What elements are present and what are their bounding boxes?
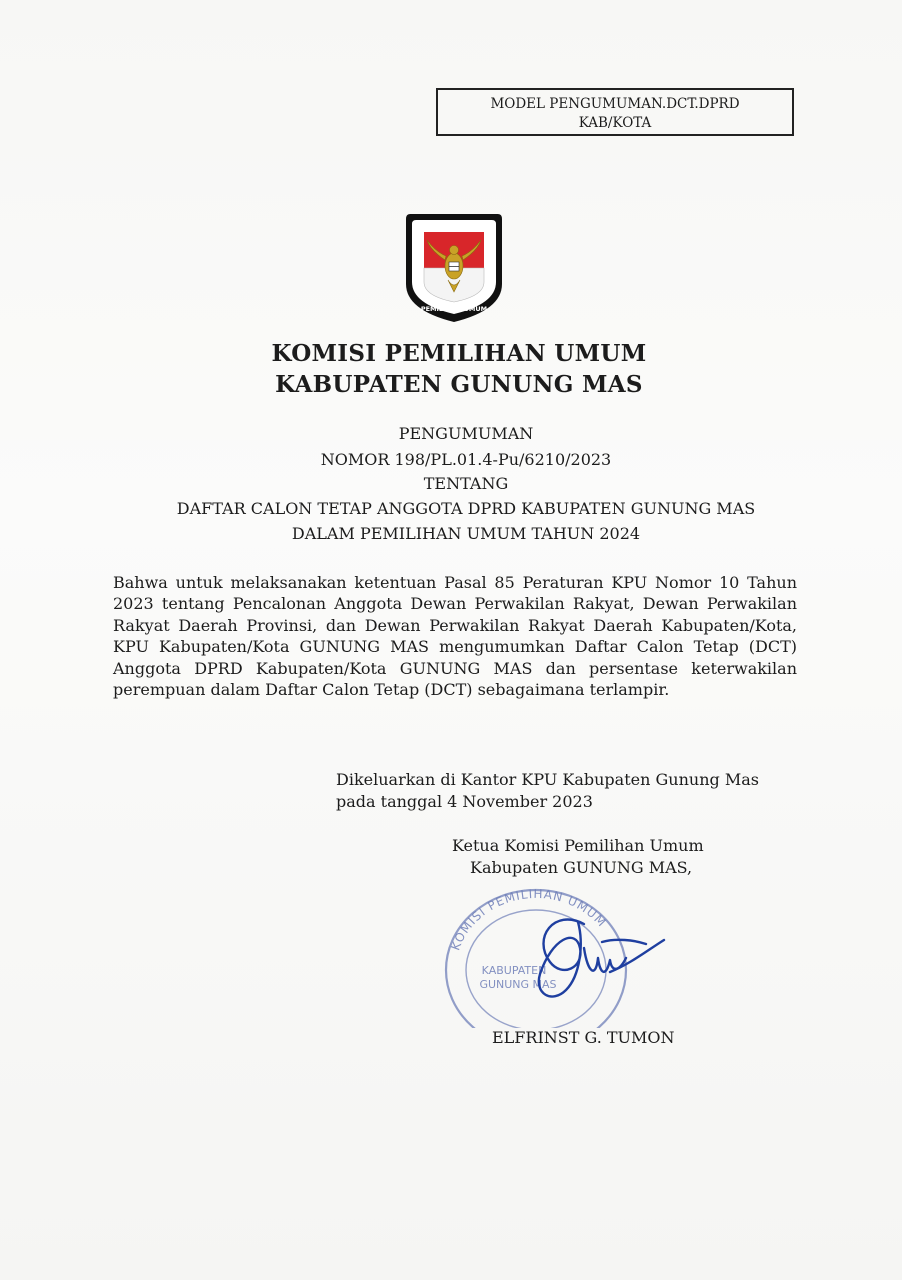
official-stamp-icon	[434, 878, 666, 1028]
issued-place: Dikeluarkan di Kantor KPU Kabupaten Gunung Mas	[336, 770, 759, 789]
signatory-title-line1: Ketua Komisi Pemilihan Umum	[452, 836, 704, 855]
institution-region: KABUPATEN GUNUNG MAS	[275, 371, 643, 398]
announcement-subject-line1: DAFTAR CALON TETAP ANGGOTA DPRD KABUPATEN GUNUNG MAS	[176, 499, 756, 518]
issued-date: pada tanggal 4 November 2023	[336, 792, 593, 811]
signatory-title-line2: Kabupaten GUNUNG MAS,	[470, 858, 693, 877]
kpu-garuda-emblem-icon	[402, 210, 506, 326]
institution-name: KOMISI PEMILIHAN UMUM	[271, 340, 647, 367]
svg-text:PEMILIHAN UMUM: PEMILIHAN UMUM	[420, 305, 488, 313]
svg-text:KOMISI PEMILIHAN UMUM: KOMISI PEMILIHAN UMUM	[448, 886, 610, 953]
svg-text:KABUPATEN: KABUPATEN	[481, 964, 547, 977]
handwritten-signature-icon	[539, 920, 664, 997]
announcement-type: PENGUMUMAN	[398, 424, 534, 443]
announcement-number: NOMOR 198/PL.01.4-Pu/6210/2023	[320, 450, 612, 469]
svg-text:KOMISI: KOMISI	[435, 222, 473, 232]
model-label-line2: KAB/KOTA	[578, 115, 652, 131]
model-label-box	[436, 88, 794, 136]
announcement-body: Bahwa untuk melaksanakan ketentuan Pasal 85 Peraturan KPU Nomor 10 Tahun 2023 tentang Pencalonan Anggota Dewan Perwakilan Rakyat, Dewan Perwakilan Rakyat Daerah Provinsi, dan Dewan Perwakilan Rakyat Daerah Kabupaten/Kota, KPU Kabupaten/Kota GUNUNG MAS mengumumkan Daftar Calon Tetap (DCT) Anggota DPRD Kabupaten/Kota GUNUNG MAS dan persentase keterwakilan perempuan dalam Daftar Calon Tetap (DCT) sebagaimana terlampir.	[113, 573, 797, 700]
announcement-subject-line2: DALAM PEMILIHAN UMUM TAHUN 2024	[291, 524, 641, 543]
announcement-about: TENTANG	[423, 474, 509, 493]
model-label-line1: MODEL PENGUMUMAN.DCT.DPRD	[490, 96, 740, 112]
svg-text:GUNUNG MAS: GUNUNG MAS	[479, 978, 557, 991]
signatory-name: ELFRINST G. TUMON	[492, 1028, 675, 1047]
